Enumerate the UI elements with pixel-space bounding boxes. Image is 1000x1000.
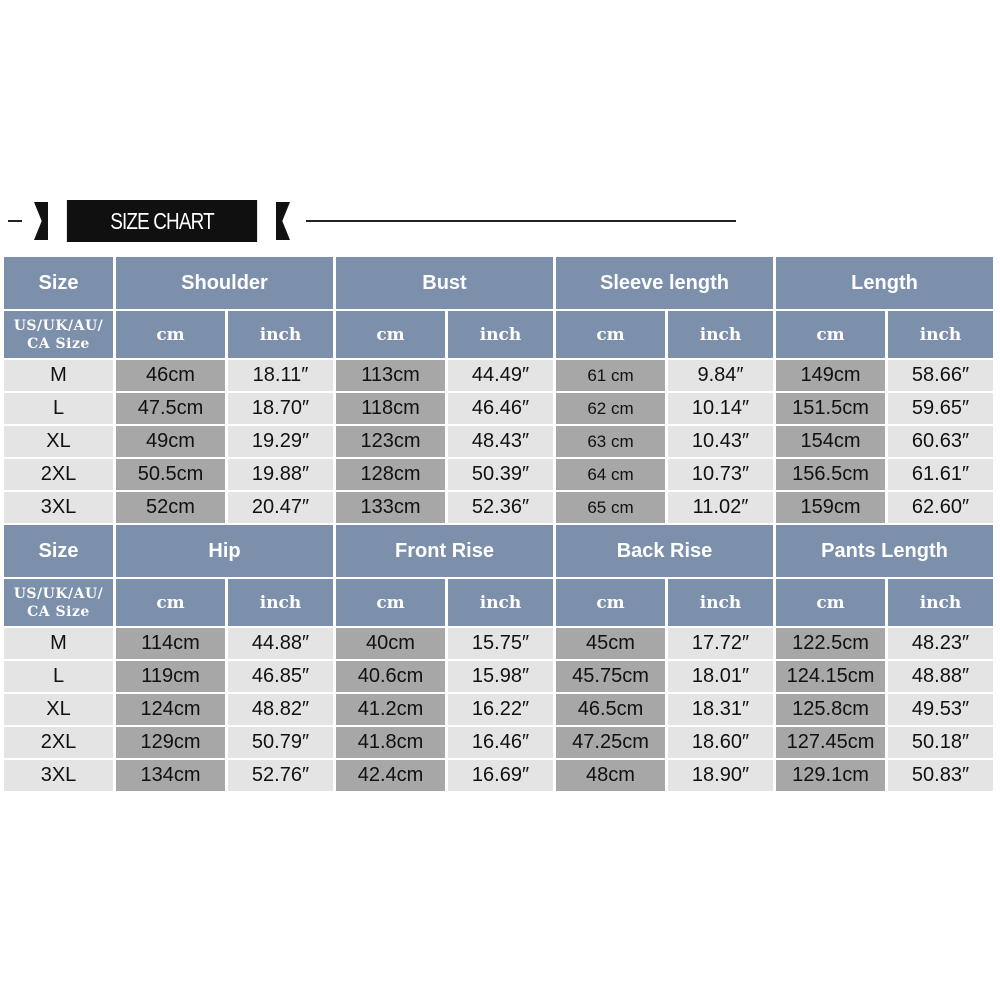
inch-value-cell: 58.66″ [888,360,993,391]
unit-cm-header: cm [776,579,885,626]
inch-value-cell: 16.69″ [448,760,553,791]
inch-value-cell: 50.18″ [888,727,993,758]
unit-inch-header: inch [448,311,553,358]
cm-value-cell: 61 cm [556,360,665,391]
cm-value-cell: 41.2cm [336,694,445,725]
cm-value-cell: 52cm [116,492,225,523]
table-row [4,492,993,523]
cm-value-cell: 133cm [336,492,445,523]
unit-inch-header: inch [888,579,993,626]
cm-value-cell: 48cm [556,760,665,791]
cm-value-cell: 47.25cm [556,727,665,758]
inch-value-cell: 18.90″ [668,760,773,791]
banner-left-dash [8,220,22,222]
inch-value-cell: 50.83″ [888,760,993,791]
cm-value-cell: 40.6cm [336,661,445,692]
cm-value-cell: 64 cm [556,459,665,490]
measurement-group-header: Pants Length [776,525,993,577]
inch-value-cell: 18.31″ [668,694,773,725]
cm-value-cell: 125.8cm [776,694,885,725]
unit-inch-header: inch [228,579,333,626]
size-header-cell: Size [4,525,113,577]
cm-value-cell: 45.75cm [556,661,665,692]
inch-value-cell: 52.36″ [448,492,553,523]
cm-value-cell: 128cm [336,459,445,490]
table-row [4,628,993,659]
region-size-label-line: CA Size [27,603,90,620]
inch-value-cell: 50.39″ [448,459,553,490]
inch-value-cell: 18.70″ [228,393,333,424]
table-row [4,426,993,457]
cm-value-cell: 47.5cm [116,393,225,424]
size-cell: 2XL [4,459,113,490]
cm-value-cell: 151.5cm [776,393,885,424]
cm-value-cell: 129cm [116,727,225,758]
inch-value-cell: 48.23″ [888,628,993,659]
table-row [4,760,993,791]
measurement-group-header: Back Rise [556,525,773,577]
cm-value-cell: 40cm [336,628,445,659]
inch-value-cell: 59.65″ [888,393,993,424]
cm-value-cell: 46cm [116,360,225,391]
cm-value-cell: 45cm [556,628,665,659]
cm-value-cell: 124cm [116,694,225,725]
cm-value-cell: 65 cm [556,492,665,523]
inch-value-cell: 60.63″ [888,426,993,457]
measurement-group-header: Hip [116,525,333,577]
cm-value-cell: 156.5cm [776,459,885,490]
inch-value-cell: 52.76″ [228,760,333,791]
unit-inch-header: inch [888,311,993,358]
cm-value-cell: 123cm [336,426,445,457]
inch-value-cell: 17.72″ [668,628,773,659]
cm-value-cell: 149cm [776,360,885,391]
inch-value-cell: 18.01″ [668,661,773,692]
cm-value-cell: 124.15cm [776,661,885,692]
size-chart-table [1,255,996,793]
size-cell: 3XL [4,760,113,791]
cm-value-cell: 46.5cm [556,694,665,725]
region-size-label [4,579,113,626]
size-cell: XL [4,426,113,457]
table-row [4,459,993,490]
inch-value-cell: 46.46″ [448,393,553,424]
group-header-row [4,257,993,309]
inch-value-cell: 48.88″ [888,661,993,692]
inch-value-cell: 10.43″ [668,426,773,457]
size-cell: 3XL [4,492,113,523]
size-cell: M [4,628,113,659]
region-size-label-line: US/UK/AU/ [13,585,104,602]
inch-value-cell: 44.49″ [448,360,553,391]
measurement-group-header: Sleeve length [556,257,773,309]
inch-value-cell: 10.73″ [668,459,773,490]
inch-value-cell: 48.43″ [448,426,553,457]
region-size-label [4,311,113,358]
cm-value-cell: 119cm [116,661,225,692]
unit-cm-header: cm [116,579,225,626]
inch-value-cell: 18.11″ [228,360,333,391]
cm-value-cell: 62 cm [556,393,665,424]
size-cell: M [4,360,113,391]
table-row [4,661,993,692]
inch-value-cell: 18.60″ [668,727,773,758]
size-cell: L [4,661,113,692]
inch-value-cell: 50.79″ [228,727,333,758]
table-row [4,694,993,725]
inch-value-cell: 16.22″ [448,694,553,725]
unit-inch-header: inch [228,311,333,358]
cm-value-cell: 49cm [116,426,225,457]
unit-cm-header: cm [336,311,445,358]
inch-value-cell: 48.82″ [228,694,333,725]
table-row [4,393,993,424]
inch-value-cell: 49.53″ [888,694,993,725]
inch-value-cell: 44.88″ [228,628,333,659]
banner-title: SIZE CHART [67,200,257,242]
cm-value-cell: 122.5cm [776,628,885,659]
region-size-label-line: CA Size [27,335,90,352]
measurement-group-header: Front Rise [336,525,553,577]
inch-value-cell: 62.60″ [888,492,993,523]
unit-header-row [4,579,993,626]
cm-value-cell: 42.4cm [336,760,445,791]
unit-inch-header: inch [448,579,553,626]
inch-value-cell: 9.84″ [668,360,773,391]
cm-value-cell: 154cm [776,426,885,457]
cm-value-cell: 134cm [116,760,225,791]
inch-value-cell: 20.47″ [228,492,333,523]
cm-value-cell: 127.45cm [776,727,885,758]
cm-value-cell: 159cm [776,492,885,523]
measurement-group-header: Length [776,257,993,309]
unit-cm-header: cm [556,579,665,626]
cm-value-cell: 41.8cm [336,727,445,758]
inch-value-cell: 46.85″ [228,661,333,692]
cm-value-cell: 118cm [336,393,445,424]
table-row [4,360,993,391]
unit-cm-header: cm [116,311,225,358]
inch-value-cell: 19.29″ [228,426,333,457]
unit-cm-header: cm [776,311,885,358]
inch-value-cell: 16.46″ [448,727,553,758]
cm-value-cell: 114cm [116,628,225,659]
region-size-label-line: US/UK/AU/ [13,317,104,334]
unit-inch-header: inch [668,579,773,626]
group-header-row [4,525,993,577]
cm-value-cell: 63 cm [556,426,665,457]
table-row [4,727,993,758]
cm-value-cell: 129.1cm [776,760,885,791]
banner-right-rule [306,220,736,222]
unit-header-row [4,311,993,358]
inch-value-cell: 15.75″ [448,628,553,659]
unit-cm-header: cm [556,311,665,358]
size-chart-banner [0,190,1000,250]
banner-ribbon-right-end [276,202,290,240]
inch-value-cell: 19.88″ [228,459,333,490]
inch-value-cell: 11.02″ [668,492,773,523]
size-cell: XL [4,694,113,725]
cm-value-cell: 113cm [336,360,445,391]
size-header-cell: Size [4,257,113,309]
size-cell: 2XL [4,727,113,758]
inch-value-cell: 15.98″ [448,661,553,692]
size-cell: L [4,393,113,424]
measurement-group-header: Bust [336,257,553,309]
inch-value-cell: 10.14″ [668,393,773,424]
unit-inch-header: inch [668,311,773,358]
inch-value-cell: 61.61″ [888,459,993,490]
measurement-group-header: Shoulder [116,257,333,309]
banner-ribbon-left-end [34,202,48,240]
cm-value-cell: 50.5cm [116,459,225,490]
unit-cm-header: cm [336,579,445,626]
